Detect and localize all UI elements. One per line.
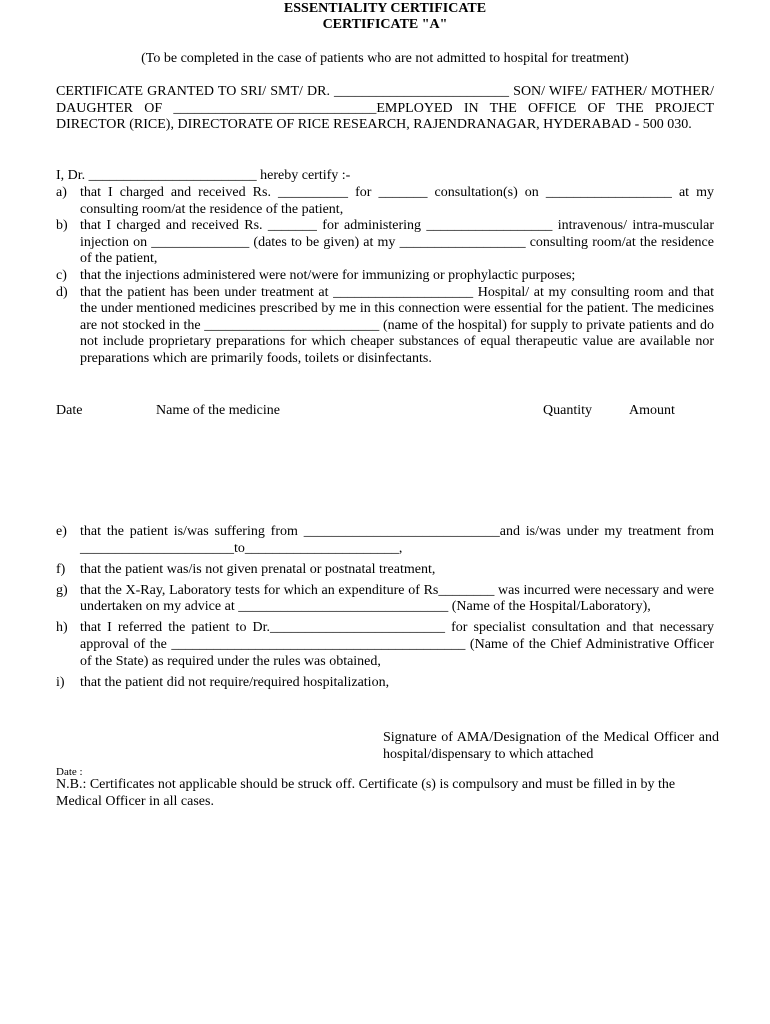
list-item — [56, 583, 714, 616]
item-text: that I charged and received Rs. __________ for _______ consultation(s) on __________________ at my consulting room/at the residence of the patient, — [80, 185, 714, 217]
item-label: b) — [56, 218, 68, 234]
medicine-table-header — [56, 403, 714, 420]
item-label: d) — [56, 284, 68, 300]
certify-intro: I, Dr. ________________________ hereby certify :- — [56, 168, 351, 183]
list-item — [56, 562, 714, 579]
nb-note: N.B.: Certificates not applicable should be struck off. Certificate (s) is compulsory and must be filled in by the Medical Officer in all cases. — [56, 777, 676, 809]
item-label: e) — [56, 524, 67, 539]
certify-list-part-1 — [56, 185, 714, 368]
list-item — [56, 675, 714, 692]
header-amount: Amount — [629, 403, 675, 418]
title-line-2: CERTIFICATE "A" — [322, 17, 448, 32]
item-label: c) — [56, 267, 67, 283]
list-item — [56, 524, 714, 557]
granted-to-paragraph: CERTIFICATE GRANTED TO SRI/ SMT/ DR. _________________________ SON/ WIFE/ FATHER/ MOTHER/ DAUGHTER OF _____________________________EMPLOYED IN THE OFFICE OF THE PROJECT DIRECTOR (RICE), DIRECTORATE OF RICE RESEARCH, RAJENDRANAGAR, HYDERABAD - 500 030. — [56, 84, 714, 133]
subtitle: (To be completed in the case of patients who are not admitted to hospital for treatment) — [141, 51, 629, 66]
item-text: that the X-Ray, Laboratory tests for which an expenditure of Rs________ was incurred were necessary and were undertaken on my advice at ______________________________ (Name of the Hospital/Laboratory), — [80, 582, 714, 615]
date-label: Date : — [56, 766, 83, 778]
certify-list-part-2 — [56, 524, 714, 691]
certificate-title — [56, 0, 714, 32]
item-text: that the patient is/was suffering from ____________________________and is/was under my treatment from ______________________to______________________, — [80, 524, 714, 556]
header-medicine-name: Name of the medicine — [156, 403, 281, 418]
item-text: that the injections administered were not/were for immunizing or prophylactic purposes; — [80, 267, 576, 283]
list-item — [56, 620, 714, 670]
item-label: g) — [56, 582, 68, 598]
item-label: f) — [56, 561, 66, 577]
list-item — [56, 268, 714, 285]
item-text: that the patient did not require/required hospitalization, — [80, 674, 390, 690]
list-item — [56, 185, 714, 218]
item-text: that I referred the patient to Dr._________________________ for specialist consultation and that necessary approval of the __________________________________________ (Name of the Chief Administrative Officer of the State) as required under the rules was obtained, — [80, 620, 714, 669]
item-label: i) — [56, 674, 65, 690]
header-quantity: Quantity — [543, 403, 592, 418]
item-text: that the patient has been under treatment at ____________________ Hospital/ at my consulting room and that the under mentioned medicines prescribed by me in this connection were essential for the patient. The medicines are not stocked in the _________________________ (name of the hospital) for supply to private patients and do not include proprietary preparations for which cheaper substances of equal therapeutic value are available nor preparations which are primarily foods, toilets or disinfectants. — [80, 284, 714, 366]
signature-block: Signature of AMA/Designation of the Medical Officer and hospital/dispensary to which attached — [383, 730, 719, 762]
item-text: that I charged and received Rs. _______ for administering __________________ intravenous/ intra-muscular injection on ______________ (dates to be given) at my __________________ consulting room/at the residence of the patient, — [80, 218, 714, 267]
header-date: Date — [56, 403, 83, 418]
list-item — [56, 218, 714, 268]
list-item — [56, 285, 714, 368]
title-line-1: ESSENTIALITY CERTIFICATE — [283, 1, 487, 16]
item-text: that the patient was/is not given prenatal or postnatal treatment, — [80, 561, 436, 577]
item-label: a) — [56, 185, 67, 200]
item-label: h) — [56, 620, 68, 636]
